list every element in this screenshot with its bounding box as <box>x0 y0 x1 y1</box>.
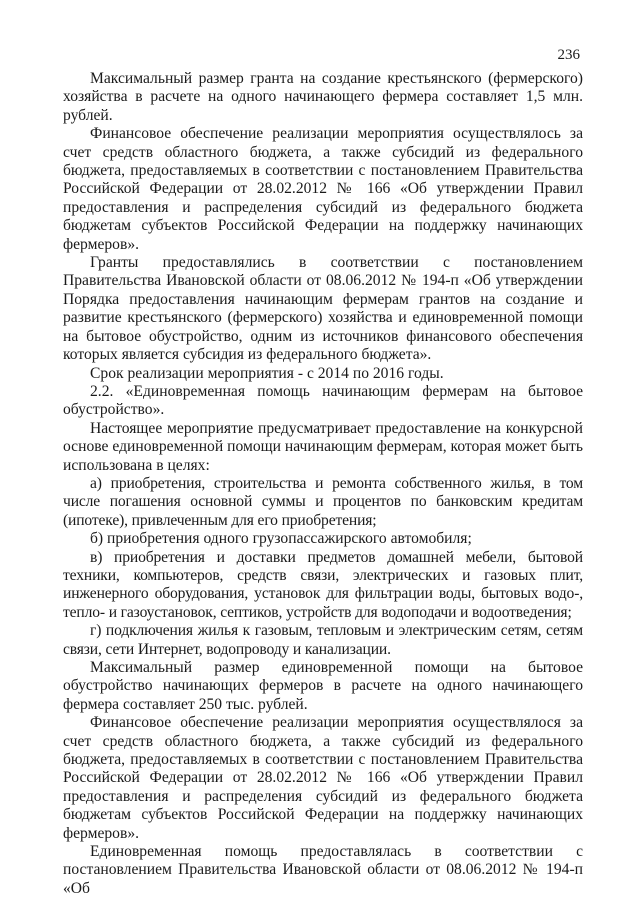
document-body <box>63 70 583 898</box>
paragraph-aid-financing: Финансовое обеспечение реализации мероприятия осуществлялося за счет средств областного бюджета, а также субсидий из федерального бюджета, предоставляемых в соответствии с постановлением Правительства Российской Федерации от 28.02.2012 № 166 «Об утверждении Правил предоставления и распределения субсидий из федерального бюджета бюджетам субъектов Российской Федерации на поддержку начинающих фермеров». <box>63 714 583 842</box>
list-item-b: б) приобретения одного грузопассажирского автомобиля; <box>90 530 472 548</box>
paragraph-aid-regulation: Единовременная помощь предоставлялась в соответствии с постановлением Правительства Ивановской области от 08.06.2012 № 194-п «Об <box>63 843 583 897</box>
paragraph-grant-regulation: Гранты предоставлялись в соответствии с постановлением Правительства Ивановской области от 08.06.2012 № 194-п «Об утверждении Порядка предоставления начинающим фермерам грантов на создание и развитие крестьянского (фермерского) хозяйства и единовременной помощи на бытовое обустройство, одним из источников финансового обеспечения которых является субсидия из федерального бюджета». <box>63 254 583 364</box>
paragraph-grant-financing: Финансовое обеспечение реализации мероприятия осуществлялось за счет средств областного бюджета, а также субсидий из федерального бюджета, предоставляемых в соответствии с постановлением Правительства Российской Федерации от 28.02.2012 № 166 «Об утверждении Правил предоставления и распределения субсидий из федерального бюджета бюджетам субъектов Российской Федерации на поддержку начинающих фермеров». <box>63 125 583 253</box>
paragraph-measure-description: Настоящее мероприятие предусматривает предоставление на конкурсной основе единовременной помощи начинающим фермерам, которая может быть использована в целях: <box>63 419 583 474</box>
list-item-v: в) приобретения и доставки предметов домашней мебели, бытовой техники, компьютеров, средств связи, электрических и газовых плит, инженерного оборудования, установок для фильтрации воды, бытовых водо-, тепло- и газоустановок, септиков, устройств для водоподачи и водоотведения; <box>63 548 583 621</box>
section-heading-2-2: 2.2. «Единовременная помощь начинающим фермерам на бытовое обустройство». <box>63 382 583 419</box>
list-item-a: а) приобретения, строительства и ремонта собственного жилья, в том числе погашения основной суммы и процентов по банковским кредитам (ипотеке), привлеченным для его приобретения; <box>63 474 583 529</box>
list-item-g: г) подключения жилья к газовым, тепловым и электрическим сетям, сетям связи, сети Интернет, водопроводу и канализации. <box>63 622 583 658</box>
paragraph-grant-size: Максимальный размер гранта на создание крестьянского (фермерского) хозяйства в расчете на одного начинающего фермера составляет 1,5 млн. рублей. <box>63 70 583 124</box>
paragraph-grant-period: Срок реализации мероприятия - с 2014 по 2016 годы. <box>90 364 444 382</box>
page-number: 236 <box>557 47 580 63</box>
paragraph-aid-size: Максимальный размер единовременной помощи на бытовое обустройство начинающих фермеров в расчете на одного начинающего фермера составляет 250 тыс. рублей. <box>63 659 583 713</box>
